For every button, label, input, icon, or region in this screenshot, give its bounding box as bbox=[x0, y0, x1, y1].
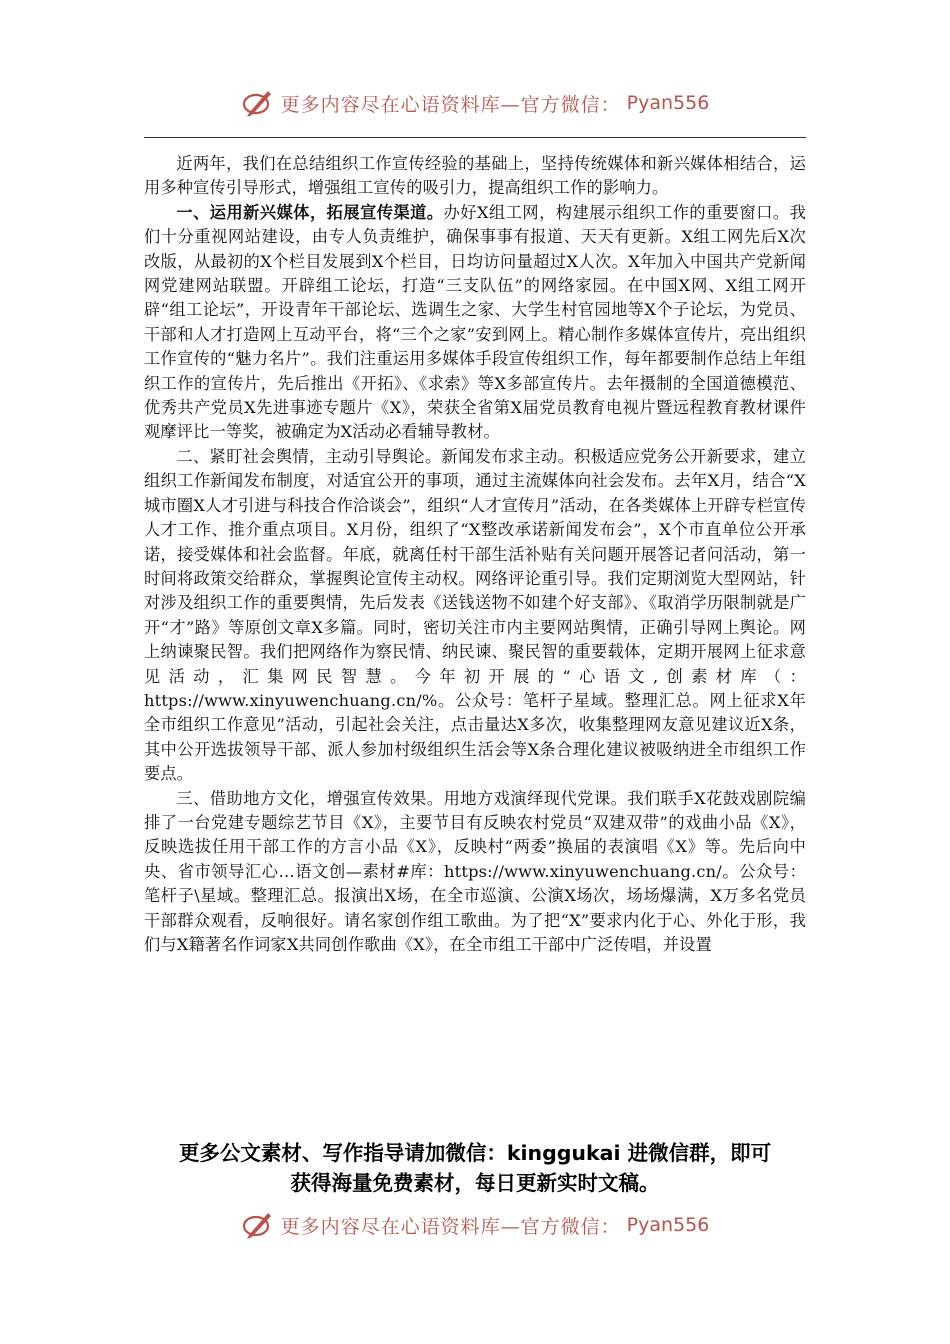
footer-brand-text: 更多内容尽在心语资料库—官方微信： bbox=[280, 1215, 621, 1238]
promo-banner bbox=[120, 1138, 830, 1198]
header-brand bbox=[241, 86, 710, 120]
section-1-text: 办好X组工网，构建展示组织工作的重要窗口。我们十分重视网站建设，由专人负责维护，确保事事有报道、天天有更新。X组工网先后X次改版，从最初的X个栏目发展到X个栏目，日均访问量超过X人次。X年加入中国共产党新闻网党建网站联盟。开辟组工论坛，打造“三支队伍”的网络家园。在中国X网、X组工网开辟“组工论坛”，开设青年干部论坛、选调生之家、大学生村官园地等X个子论坛，为党员、干部和人才打造网上互动平台，将“三个之家”安到网上。精心制作多媒体宣传片，亮出组织工作宣传的“魅力名片”。我们注重运用多媒体手段宣传组织工作，每年都要制作总结上年组织工作的宣传片，先后推出《开拓》、《求索》等X多部宣传片。去年摄制的全国道德模范、优秀共产党员X先进事迹专题片《X》，荣获全省第X届党员教育电视片暨远程教育教材课件观摩评比一等奖，被确定为X活动必看辅导教材。 bbox=[144, 202, 806, 442]
footer-watermark bbox=[0, 1208, 950, 1248]
header-brand-id: Pyan556 bbox=[626, 92, 710, 114]
paragraph-intro: 近两年，我们在总结组织工作宣传经验的基础上，坚持传统媒体和新兴媒体相结合，运用多种宣传引导形式，增强组工宣传的吸引力，提高组织工作的影响力。 bbox=[144, 154, 806, 198]
section-1-heading: 一、运用新兴媒体，拓展宣传渠道。 bbox=[176, 202, 444, 222]
paragraph-section-2: 二、紧盯社会舆情，主动引导舆论。新闻发布求主动。积极适应党务公开新要求，建立组织工作新闻发布制度，对适宜公开的事项，通过主流媒体向社会发布。去年X月，结合“X城市圈X人才引进与科技合作洽谈会”，组织“人才宣传月”活动，在各类媒体上开辟专栏宣传人才工作、推介重点项目。X月份，组织了“X整改承诺新闻发布会”，X个市直单位公开承诺，接受媒体和社会监督。年底，就离任村干部生活补贴有关问题开展答记者问活动，第一时间将政策交给群众，掌握舆论宣传主动权。网络评论重引导。我们定期浏览大型网站，针对涉及组织工作的重要舆情，先后发表《送钱送物不如建个好支部》、《取消学历限制就是广开“才”路》等原创文章X多篇。同时，密切关注市内主要网站舆情，正确引导网上舆论。网上纳谏聚民智。我们把网络作为察民情、纳民谏、聚民智的重要载体，定期开展网上征求意见活动，汇集网民智慧。今年初开展的“心语文,创素材库（：https://www.xinyuwenchuang.cn/%。公众号：笔杆子星域。整理汇总。网上征求X年全市组织工作意见”活动，引起社会关注，点击量达X多次，收集整理网友意见建议近X条，其中公开选拔领导干部、派人参加村级组织生活会等X条合理化建议被吸纳进全市组织工作要点。 bbox=[144, 446, 806, 784]
promo-line-1: 更多公文素材、写作指导请加微信：kinggukai 进微信群，即可 bbox=[178, 1141, 772, 1165]
pen-logo-icon bbox=[241, 1208, 275, 1242]
pen-logo-icon bbox=[241, 86, 275, 120]
footer-brand bbox=[241, 1208, 710, 1242]
footer-brand-id: Pyan556 bbox=[626, 1214, 710, 1236]
paragraph-section-1 bbox=[144, 201, 806, 445]
document-body bbox=[144, 152, 806, 957]
header-divider bbox=[144, 137, 806, 138]
paragraph-section-3: 三、借助地方文化，增强宣传效果。用地方戏演绎现代党课。我们联手X花鼓戏剧院编排了一台党建专题综艺节目《X》，主要节目有反映农村党员“双建双带”的戏曲小品《X》，反映选拔任用干部工作的方言小品《X》，反映村“两委”换届的表演唱《X》等。先后向中央、省市领导汇心…语文创—素材#库：https://www.xinyuwenchuang.cn/。公众号：笔杆子\星域。整理汇总。报演出X场，在全市巡演、公演X场次，场场爆满，X万多名党员干部群众观看，反响很好。请名家创作组工歌曲。为了把“X”要求内化于心、外化于形，我们与X籍著名作词家X共同创作歌曲《X》，在全市组工干部中广泛传唱，并设置 bbox=[144, 788, 806, 954]
header-brand-text: 更多内容尽在心语资料库—官方微信： bbox=[280, 93, 621, 116]
promo-line-2: 获得海量免费素材，每日更新实时文稿。 bbox=[290, 1171, 660, 1195]
header-watermark bbox=[0, 86, 950, 126]
